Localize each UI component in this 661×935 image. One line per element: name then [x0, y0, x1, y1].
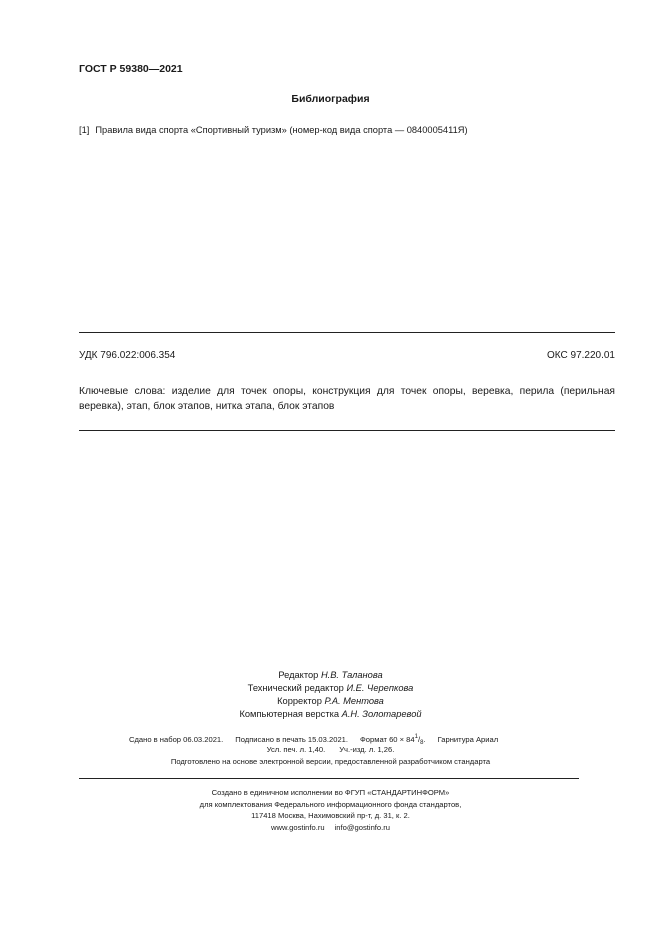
- print-details-line2: [0, 745, 661, 754]
- bibliography-title: Библиография: [291, 93, 370, 105]
- signed-date: Подписано в печать 15.03.2021.: [235, 735, 348, 744]
- divider-bottom: [79, 778, 579, 779]
- credit-proofreader: Корректор Р.А. Ментова: [277, 696, 384, 706]
- udk-code: УДК 796.022:006.354: [79, 350, 176, 361]
- bibliography-entry-number: [1]: [79, 125, 90, 135]
- oks-code: ОКС 97.220.01: [547, 350, 615, 361]
- publisher-contacts: [0, 822, 661, 834]
- credit-editor: Редактор Н.В. Таланова: [278, 670, 383, 680]
- publisher-line2: для комплектования Федерального информационного фонда стандартов,: [199, 799, 462, 809]
- publisher-block: [0, 787, 661, 833]
- layout-name: А.Н. Золотаревой: [341, 709, 422, 719]
- credit-layout: Компьютерная верстка А.Н. Золотаревой: [239, 709, 422, 719]
- editor-name: Н.В. Таланова: [320, 670, 383, 680]
- publisher-line1: Создано в единичном исполнении во ФГУП «СТАНДАРТИНФОРМ»: [211, 788, 450, 797]
- typeface: Гарнитура Ариал: [437, 735, 499, 744]
- standard-designation: ГОСТ Р 59380—2021: [79, 63, 183, 75]
- credit-tech-editor: Технический редактор И.Е. Черепкова: [247, 683, 414, 693]
- credits-block: [0, 669, 661, 721]
- email-link[interactable]: info@gostinfo.ru: [334, 822, 391, 832]
- paper-format: Формат $60 \times 84^1/_8$.: [360, 734, 426, 746]
- submitted-date: Сдано в набор 06.03.2021.: [129, 735, 224, 744]
- bibliography-entry-text: Правила вида спорта «Спортивный туризм» (номер-код вида спорта — 0840005411Я): [95, 125, 468, 135]
- bibliography-entry: [79, 125, 468, 135]
- divider-middle: [79, 430, 615, 431]
- publisher-sheets: Уч.-изд. л. 1,26.: [339, 745, 395, 754]
- divider-top: [79, 332, 615, 333]
- publisher-address: 117418 Москва, Нахимовский пр-т, д. 31, к. 2.: [251, 811, 410, 820]
- printed-sheets: Усл. печ. л. 1,40.: [266, 745, 326, 754]
- prepared-note: Подготовлено на основе электронной версии, предоставленной разработчиком стандарта: [170, 757, 491, 766]
- proofreader-name: Р.А. Ментова: [324, 696, 384, 706]
- keywords-paragraph: Ключевые слова: изделие для точек опоры, конструкция для точек опоры, веревка, перила (перильная веревка), этап, блок этапов, нитка этапа, блок этапов: [79, 386, 615, 412]
- website-link[interactable]: www.gostinfo.ru: [270, 822, 325, 832]
- tech-editor-name: И.Е. Черепкова: [346, 683, 414, 693]
